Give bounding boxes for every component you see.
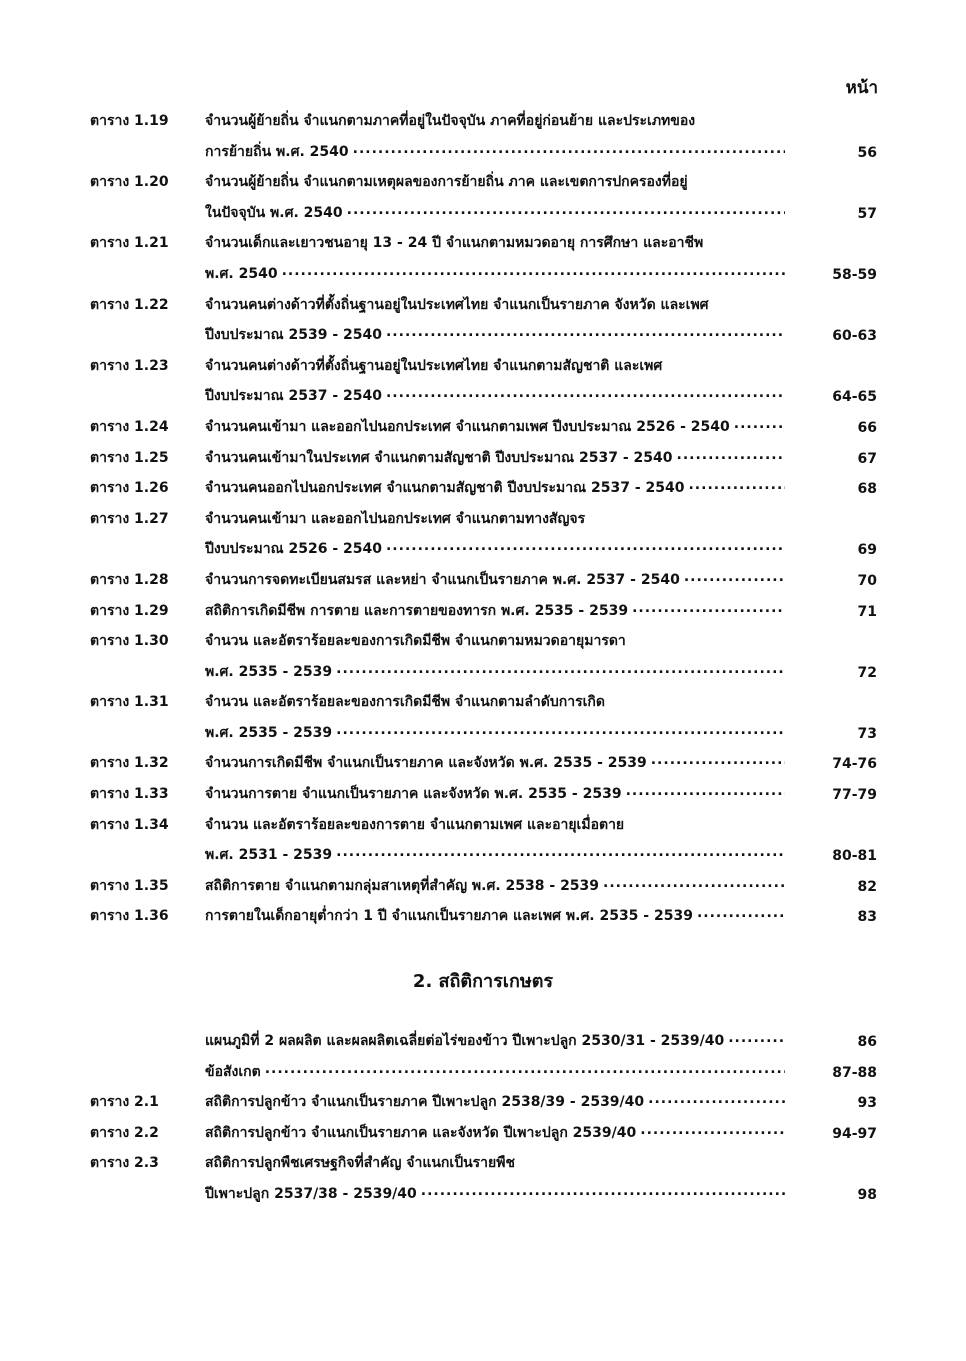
- toc-entry-line: [90, 810, 877, 841]
- dot-leader: [265, 1061, 785, 1083]
- toc-entry-page: 70: [857, 572, 877, 589]
- toc-entry-line: [90, 228, 877, 259]
- toc-entry-page: 98: [857, 1186, 877, 1203]
- toc-entry-line: [90, 381, 877, 412]
- toc-entry-title: ในปัจจุบัน พ.ศ. 2540: [205, 204, 343, 221]
- toc-entry-title: จำนวนคนต่างด้าวที่ตั้งถิ่นฐานอยู่ในประเทศไทย จำแนกเป็นรายภาค จังหวัด และเพศ: [205, 296, 709, 313]
- toc-entry: [90, 412, 877, 443]
- dot-leader: [728, 1030, 785, 1052]
- toc-entry-line: [90, 779, 877, 810]
- toc-entry-line: [90, 320, 877, 351]
- toc-entry-title: พ.ศ. 2531 - 2539: [205, 847, 333, 864]
- toc-entry-line: [90, 718, 877, 749]
- toc-entry-title: จำนวนคนเข้ามา และออกไปนอกประเทศ จำแนกตามทางสัญจร: [205, 510, 586, 527]
- toc-entry-line: [90, 504, 877, 535]
- toc-entry-title: สถิติการปลูกพืชเศรษฐกิจที่สำคัญ จำแนกเป็นรายพืช: [205, 1155, 515, 1172]
- toc-entry: [90, 901, 877, 932]
- toc-entry-label: ตาราง 2.3: [90, 1155, 159, 1172]
- dot-leader: [353, 141, 785, 163]
- toc-entry-title: สถิติการตาย จำแนกตามกลุ่มสาเหตุที่สำคัญ พ.ศ. 2538 - 2539: [205, 877, 600, 894]
- toc-entry: [90, 504, 877, 565]
- dot-leader: [282, 263, 785, 285]
- toc-entry-label: ตาราง 1.22: [90, 296, 169, 313]
- toc-entry: [90, 473, 877, 504]
- toc-entry-title: จำนวนคนออกไปนอกประเทศ จำแนกตามสัญชาติ ปีงบประมาณ 2537 - 2540: [205, 480, 685, 497]
- toc-entry-title: สถิติการเกิดมีชีพ การตาย และการตายของทารก พ.ศ. 2535 - 2539: [205, 602, 629, 619]
- toc-entry-label: ตาราง 1.19: [90, 113, 169, 129]
- toc-entry-title: จำนวนการตาย จำแนกเป็นรายภาค และจังหวัด พ.ศ. 2535 - 2539: [205, 786, 622, 803]
- toc-entry-line: [90, 290, 877, 321]
- toc-entry: [90, 228, 877, 289]
- toc-entry-title: การตายในเด็กอายุต่ำกว่า 1 ปี จำแนกเป็นรายภาค และเพศ พ.ศ. 2535 - 2539: [205, 908, 693, 925]
- toc-section-agriculture: [90, 1026, 877, 1210]
- toc-entry-label: ตาราง 1.25: [90, 449, 169, 466]
- toc-entry-page: 83: [857, 909, 877, 926]
- toc-entry-title: พ.ศ. 2540: [205, 265, 278, 282]
- dot-leader: [336, 844, 785, 866]
- toc-entry-title: พ.ศ. 2535 - 2539: [205, 663, 333, 680]
- dot-leader: [648, 1091, 785, 1113]
- toc-entry-page: 86: [857, 1034, 877, 1050]
- toc-entry-page: 71: [857, 603, 877, 620]
- toc-entry-label: ตาราง 1.35: [90, 877, 169, 894]
- dot-leader: [626, 783, 785, 805]
- toc-entry-title: ปีงบประมาณ 2537 - 2540: [205, 388, 382, 405]
- toc-entry: [90, 167, 877, 228]
- toc-entry-title: การย้ายถิ่น พ.ศ. 2540: [205, 143, 349, 160]
- toc-entry-page: 87-88: [832, 1064, 877, 1081]
- toc-entry: [90, 1026, 877, 1057]
- toc-entry: [90, 1057, 877, 1088]
- toc-entry-label: ตาราง 1.23: [90, 357, 169, 374]
- toc-entry-page: 60-63: [832, 328, 877, 345]
- dot-leader: [734, 416, 785, 438]
- toc-entry-page: 69: [857, 542, 877, 559]
- toc-entry-label: ตาราง 1.28: [90, 571, 169, 588]
- toc-entry: [90, 443, 877, 474]
- dot-leader: [603, 875, 785, 897]
- toc-entry-title: จำนวนการเกิดมีชีพ จำแนกเป็นรายภาค และจังหวัด พ.ศ. 2535 - 2539: [205, 755, 647, 772]
- toc-entry-title: ปีงบประมาณ 2526 - 2540: [205, 541, 382, 558]
- toc-entry: [90, 351, 877, 412]
- toc-entry-page: 56: [857, 144, 877, 161]
- toc-entry-line: [90, 626, 877, 657]
- dot-leader: [651, 752, 785, 774]
- dot-leader: [386, 538, 785, 560]
- toc-entry: [90, 1087, 877, 1118]
- toc-entry-page: 80-81: [832, 848, 877, 865]
- toc-entry-line: [90, 1057, 877, 1088]
- toc-entry-title: จำนวน และอัตราร้อยละของการเกิดมีชีพ จำแนกตามลำดับการเกิด: [205, 694, 605, 711]
- toc-entry-label: ตาราง 1.32: [90, 755, 169, 772]
- toc-entry-title: ข้อสังเกต: [205, 1063, 261, 1080]
- toc-entry-line: [90, 443, 877, 474]
- toc-entry-page: 93: [857, 1095, 877, 1112]
- toc-entry-label: ตาราง 1.24: [90, 418, 169, 435]
- dot-leader: [336, 722, 785, 744]
- dot-leader: [386, 385, 785, 407]
- toc-entry-line: [90, 596, 877, 627]
- dot-leader: [640, 1122, 785, 1144]
- toc-entry-line: [90, 167, 877, 198]
- toc-entry: [90, 810, 877, 871]
- toc-entry: [90, 687, 877, 748]
- toc-entry-title: ปีงบประมาณ 2539 - 2540: [205, 327, 382, 344]
- toc-entry-page: 74-76: [832, 756, 877, 773]
- toc-entry-line: [90, 198, 877, 229]
- page-column-header: หน้า: [845, 78, 878, 98]
- toc-entry: [90, 106, 877, 167]
- dot-leader: [632, 600, 785, 622]
- toc-entry-label: ตาราง 1.36: [90, 908, 169, 925]
- toc-entry-title: สถิติการปลูกข้าว จำแนกเป็นรายภาค และจังหวัด ปีเพาะปลูก 2539/40: [205, 1124, 637, 1141]
- dot-leader: [386, 324, 785, 346]
- toc-entry-title: แผนภูมิที่ 2 ผลผลิต และผลผลิตเฉลี่ยต่อไร่ของข้าว ปีเพาะปลูก 2530/31 - 2539/40: [205, 1033, 725, 1049]
- toc-entry-label: ตาราง 1.20: [90, 174, 169, 191]
- toc-entry-title: พ.ศ. 2535 - 2539: [205, 724, 333, 741]
- toc-entry-line: [90, 137, 877, 168]
- toc-entry-page: 73: [857, 725, 877, 742]
- toc-entry-page: 67: [857, 450, 877, 467]
- toc-entry-title: จำนวนคนเข้ามา และออกไปนอกประเทศ จำแนกตามเพศ ปีงบประมาณ 2526 - 2540: [205, 418, 730, 435]
- toc-entry-line: [90, 1026, 877, 1057]
- toc-entry-page: 68: [857, 481, 877, 498]
- toc-entry: [90, 596, 877, 627]
- toc-entry-page: 57: [857, 205, 877, 222]
- toc-entry-line: [90, 1148, 877, 1179]
- toc-entry-line: [90, 473, 877, 504]
- dot-leader: [336, 661, 785, 683]
- toc-entry-title: จำนวนผู้ย้ายถิ่น จำแนกตามภาคที่อยู่ในปัจจุบัน ภาคที่อยู่ก่อนย้าย และประเภทของ: [205, 113, 696, 129]
- toc-entry: [90, 779, 877, 810]
- toc-entry-title: จำนวน และอัตราร้อยละของการตาย จำแนกตามเพศ และอายุเมื่อตาย: [205, 816, 625, 833]
- toc-entry-label: ตาราง 2.2: [90, 1124, 159, 1141]
- toc-entry-line: [90, 259, 877, 290]
- toc-entry: [90, 290, 877, 351]
- toc-entry-line: [90, 1118, 877, 1149]
- toc-entry: [90, 1148, 877, 1209]
- toc-entry-page: 72: [857, 664, 877, 681]
- toc-entry-page: 77-79: [832, 787, 877, 804]
- toc-entry-line: [90, 840, 877, 871]
- toc-entry: [90, 1118, 877, 1149]
- toc-entry-line: [90, 106, 877, 137]
- toc-entry: [90, 565, 877, 596]
- toc-entry: [90, 626, 877, 687]
- toc-entry-page: 66: [857, 419, 877, 436]
- toc-entry-page: 94-97: [832, 1125, 877, 1142]
- toc-entry-label: ตาราง 1.33: [90, 786, 169, 803]
- dot-leader: [697, 905, 785, 927]
- toc-entry-line: [90, 687, 877, 718]
- toc-section-population: [90, 106, 877, 932]
- toc-entry-page: 82: [857, 878, 877, 895]
- dot-leader: [421, 1183, 785, 1205]
- toc-entry-title: จำนวนผู้ย้ายถิ่น จำแนกตามเหตุผลของการย้ายถิ่น ภาค และเขตการปกครองที่อยู่: [205, 174, 688, 191]
- toc-entry-label: ตาราง 1.31: [90, 694, 169, 711]
- toc-entry-line: [90, 871, 877, 902]
- toc-entry-label: ตาราง 1.29: [90, 602, 169, 619]
- toc-entry-label: ตาราง 1.30: [90, 633, 169, 650]
- toc-entry-line: [90, 412, 877, 443]
- dot-leader: [347, 202, 785, 224]
- toc-entry: [90, 871, 877, 902]
- toc-entry-line: [90, 351, 877, 382]
- dot-leader: [684, 569, 785, 591]
- toc-entry-title: สถิติการปลูกข้าว จำแนกเป็นรายภาค ปีเพาะปลูก 2538/39 - 2539/40: [205, 1094, 645, 1111]
- toc-entry-label: ตาราง 1.21: [90, 235, 169, 252]
- section-title-agriculture: 2. สถิติการเกษตร: [412, 971, 554, 992]
- toc-entry: [90, 748, 877, 779]
- dot-leader: [688, 477, 785, 499]
- toc-entry-line: [90, 748, 877, 779]
- toc-entry-title: จำนวนคนต่างด้าวที่ตั้งถิ่นฐานอยู่ในประเทศไทย จำแนกตามสัญชาติ และเพศ: [205, 357, 663, 374]
- toc-entry-line: [90, 565, 877, 596]
- toc-entry-title: จำนวนการจดทะเบียนสมรส และหย่า จำแนกเป็นรายภาค พ.ศ. 2537 - 2540: [205, 571, 680, 588]
- toc-entry-label: ตาราง 1.27: [90, 510, 169, 527]
- toc-entry-label: ตาราง 1.34: [90, 816, 169, 833]
- toc-entry-title: จำนวนคนเข้ามาในประเทศ จำแนกตามสัญชาติ ปีงบประมาณ 2537 - 2540: [205, 449, 673, 466]
- dot-leader: [677, 447, 785, 469]
- toc-entry-label: ตาราง 2.1: [90, 1094, 159, 1111]
- toc-entry-page: 58-59: [832, 266, 877, 283]
- toc-entry-title: ปีเพาะปลูก 2537/38 - 2539/40: [205, 1185, 417, 1202]
- toc-entry-title: จำนวน และอัตราร้อยละของการเกิดมีชีพ จำแนกตามหมวดอายุมารดา: [205, 633, 626, 650]
- toc-entry-title: จำนวนเด็กและเยาวชนอายุ 13 - 24 ปี จำแนกตามหมวดอายุ การศึกษา และอาชีพ: [205, 235, 704, 252]
- toc-entry-label: ตาราง 1.26: [90, 480, 169, 497]
- toc-entry-line: [90, 1087, 877, 1118]
- toc-entry-line: [90, 657, 877, 688]
- toc-entry-line: [90, 534, 877, 565]
- toc-entry-line: [90, 901, 877, 932]
- toc-entry-line: [90, 1179, 877, 1210]
- toc-entry-page: 64-65: [832, 389, 877, 406]
